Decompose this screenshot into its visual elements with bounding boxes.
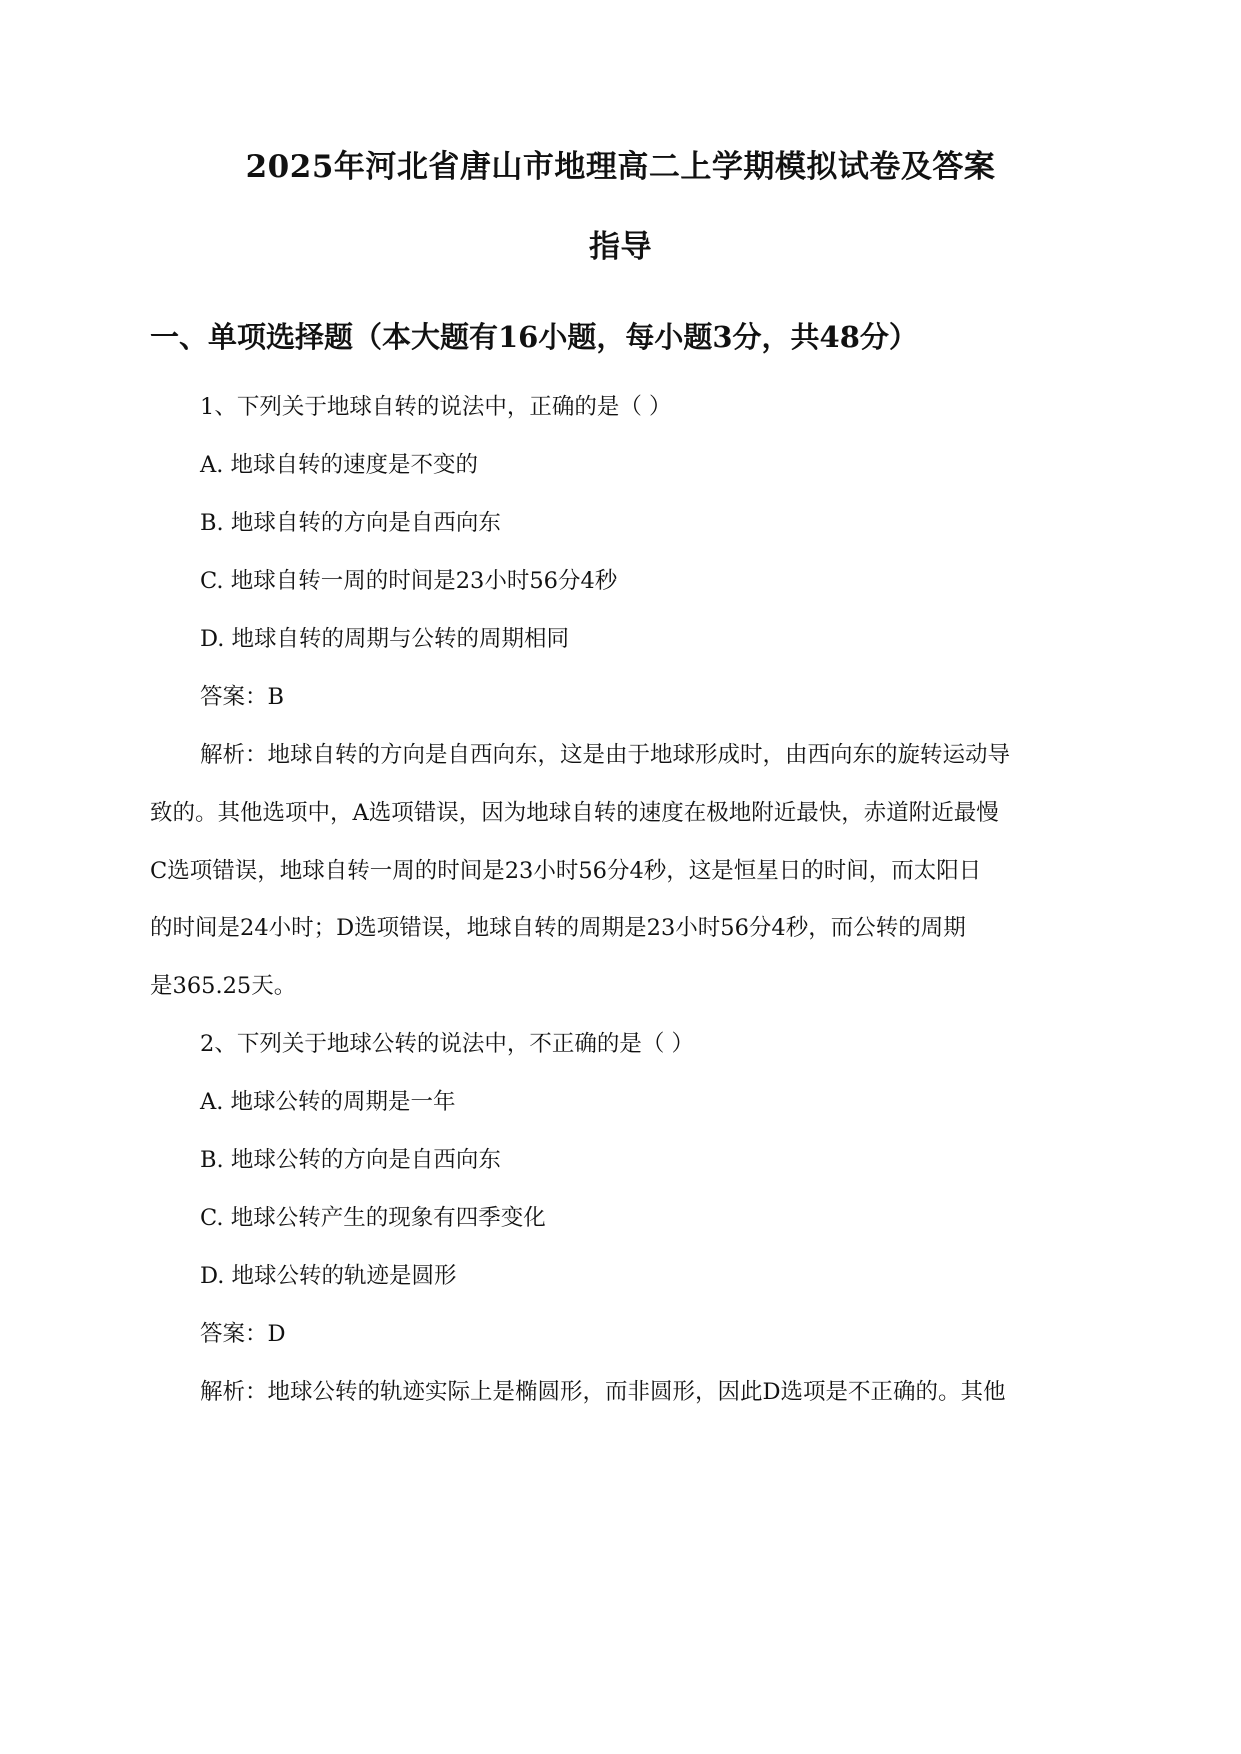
- document-title-line-2: 指导: [589, 229, 652, 265]
- analysis-line: 解析：地球公转的轨迹实际上是椭圆形，而非圆形，因此D选项是不正确的。其他: [200, 1379, 1006, 1405]
- question-stem: 2、下列关于地球公转的说法中，不正确的是（ ）: [200, 1031, 694, 1057]
- answer: 答案：D: [200, 1321, 286, 1347]
- option-a: A. 地球自转的速度是不变的: [200, 452, 479, 478]
- option-b: B. 地球自转的方向是自西向东: [200, 510, 501, 536]
- answer: 答案：B: [200, 684, 285, 710]
- analysis-line: 解析：地球自转的方向是自西向东，这是由于地球形成时，由西向东的旋转运动导: [200, 742, 1011, 768]
- option-a: A. 地球公转的周期是一年: [200, 1089, 456, 1115]
- question-stem: 1、下列关于地球自转的说法中，正确的是（ ）: [200, 394, 672, 420]
- analysis-line: 是365.25天。: [150, 973, 297, 999]
- section-heading: 一、单项选择题（本大题有16小题，每小题3分，共48分）: [150, 320, 918, 354]
- option-b: B. 地球公转的方向是自西向东: [200, 1147, 501, 1173]
- option-c: C. 地球自转一周的时间是23小时56分4秒: [200, 568, 618, 594]
- option-d: D. 地球自转的周期与公转的周期相同: [200, 626, 570, 652]
- analysis-line: 致的。其他选项中，A选项错误，因为地球自转的速度在极地附近最快，赤道附近最慢: [150, 800, 999, 826]
- analysis-line: 的时间是24小时；D选项错误，地球自转的周期是23小时56分4秒，而公转的周期: [150, 915, 966, 941]
- option-c: C. 地球公转产生的现象有四季变化: [200, 1205, 546, 1231]
- option-d: D. 地球公转的轨迹是圆形: [200, 1263, 457, 1289]
- document-title-line-1: 2025年河北省唐山市地理高二上学期模拟试卷及答案: [245, 149, 996, 185]
- analysis-line: C选项错误，地球自转一周的时间是23小时56分4秒，这是恒星日的时间，而太阳日: [150, 858, 982, 884]
